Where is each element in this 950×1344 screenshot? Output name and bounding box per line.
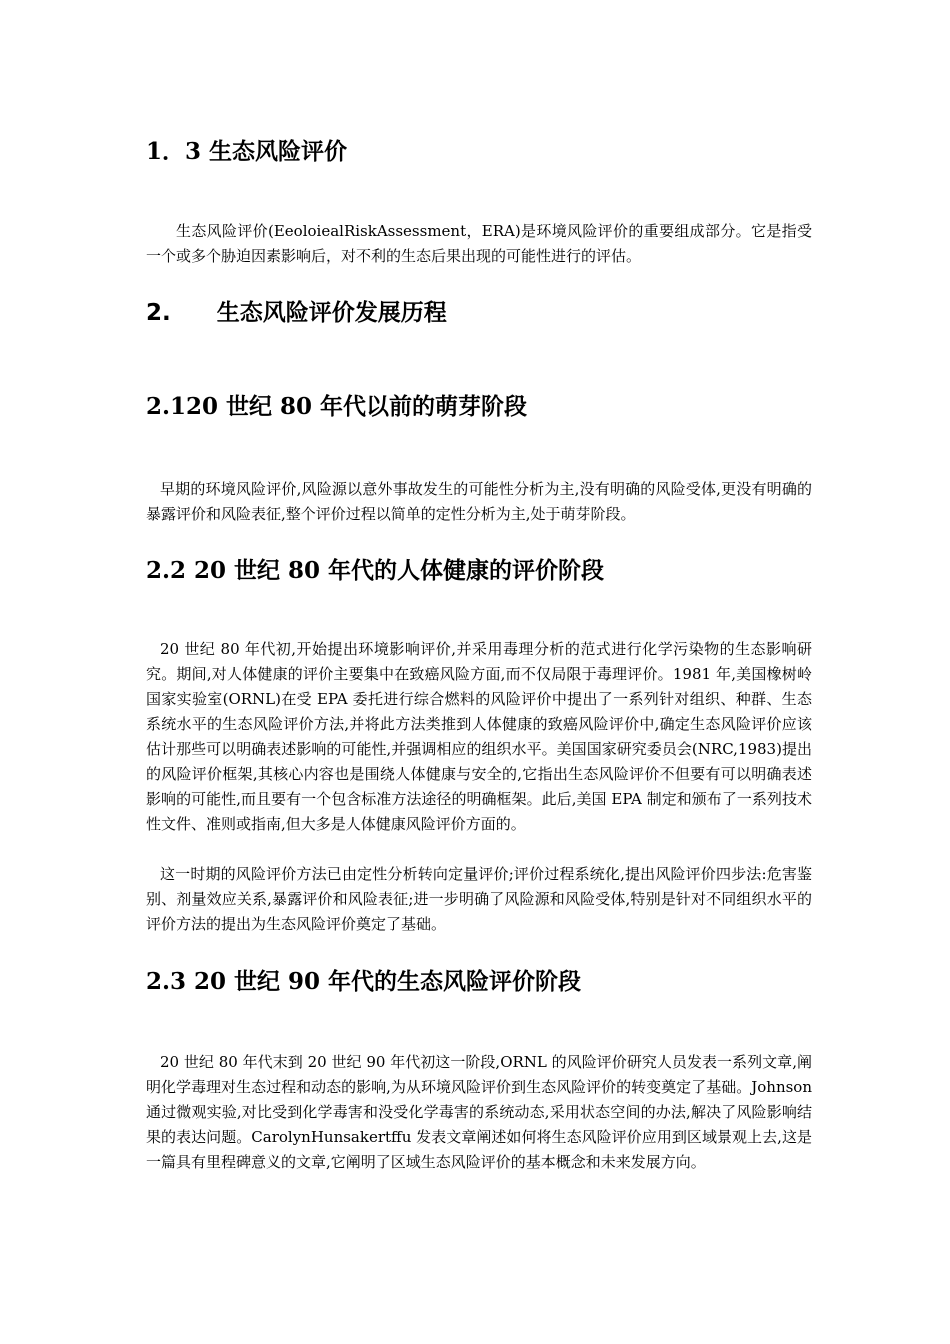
- paragraph-era-definition: 生态风险评价(EeoloiealRiskAssessment，ERA)是环境风险评价的重要组成部分。它是指受一个或多个胁迫因素影响后，对不利的生态后果出现的可能性进行的评估。: [146, 222, 812, 265]
- paragraph-early-stage: 早期的环境风险评价,风险源以意外事故发生的可能性分析为主,没有明确的风险受体,更没有明确的暴露评价和风险表征,整个评价过程以简单的定性分析为主,处于萌芽阶段。: [146, 480, 812, 523]
- heading-2-title: 生态风险评价发展历程: [216, 300, 447, 326]
- heading-2-1: 2.120 世纪 80 年代以前的萌芽阶段: [146, 393, 528, 420]
- heading-2: [146, 298, 447, 328]
- heading-2-2: 2.2 20 世纪 80 年代的人体健康的评价阶段: [146, 557, 605, 584]
- heading-2-3: 2.3 20 世纪 90 年代的生态风险评价阶段: [146, 968, 582, 995]
- paragraph-eco-risk-stage: 20 世纪 80 年代末到 20 世纪 90 年代初这一阶段,ORNL 的风险评价研究人员发表一系列文章,阐明化学毒理对生态过程和动态的影响,为从环境风险评价到生态风险评价的转变奠定了基础。Johnson 通过微观实验,对比受到化学毒害和没受化学毒害的系统动态,采用状态空间的办法,解决了风险影响结果的表达问题。CarolynHunsakertffu 发表文章阐述如何将生态风险评价应用到区域景观上去,这是一篇具有里程碑意义的文章,它阐明了区域生态风险评价的基本概念和未来发展方向。: [146, 1053, 812, 1171]
- paragraph-human-health-1: 20 世纪 80 年代初,开始提出环境影响评价,并采用毒理分析的范式进行化学污染物的生态影响研究。期间,对人体健康的评价主要集中在致癌风险方面,而不仅局限于毒理评价。1981 年,美国橡树岭国家实验室(ORNL)在受 EPA 委托进行综合燃料的风险评价中提出了一系列针对组织、种群、生态系统水平的生态风险评价方法,并将此方法类推到人体健康的致癌风险评价中,确定生态风险评价应该估计那些可以明确表述影响的可能性,并强调相应的组织水平。美国国家研究委员会(NRC,1983)提出的风险评价框架,其核心内容也是围绕人体健康与安全的,它指出生态风险评价不但要有可以明确表述影响的可能性,而且要有一个包含标准方法途径的明确框架。此后,美国 EPA 制定和颁布了一系列技术性文件、准则或指南,但大多是人体健康风险评价方面的。: [146, 640, 812, 833]
- paragraph-human-health-2: 这一时期的风险评价方法已由定性分析转向定量评价;评价过程系统化,提出风险评价四步法:危害鉴别、剂量效应关系,暴露评价和风险表征;进一步明确了风险源和风险受体,特别是针对不同组织水平的评价方法的提出为生态风险评价奠定了基础。: [146, 865, 812, 933]
- heading-2-number: 2.: [146, 300, 171, 326]
- heading-1-3: 1．3 生态风险评价: [146, 138, 348, 165]
